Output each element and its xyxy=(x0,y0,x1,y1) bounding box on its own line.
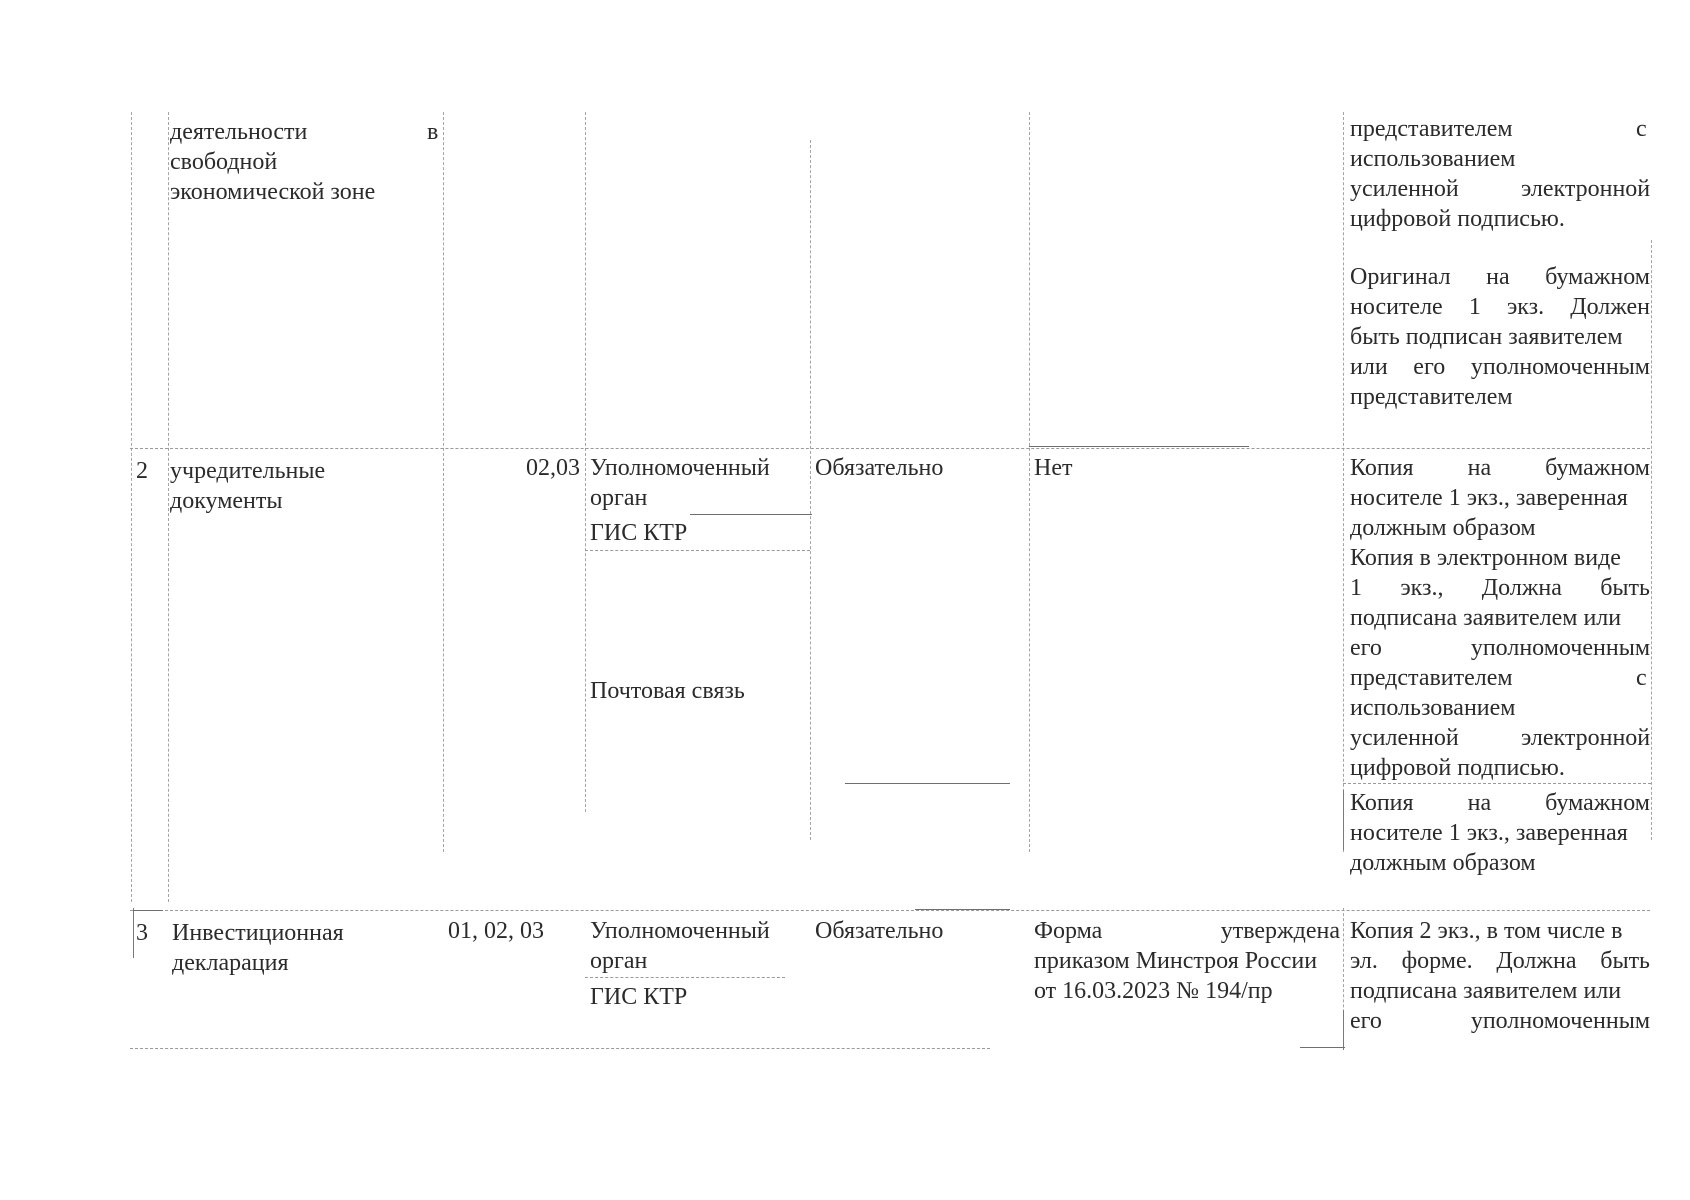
channel-line: Уполномоченный xyxy=(590,455,770,481)
req-line: носителе 1 экз., заверенная xyxy=(1350,485,1628,511)
req-line: 1 экз., Должна быть xyxy=(1350,575,1650,601)
req-line: использованием xyxy=(1350,146,1516,172)
doc-name-line: Инвестиционная xyxy=(172,920,344,946)
req-line: усиленной xyxy=(1350,725,1459,751)
req-line: Копия в электронном виде xyxy=(1350,545,1621,571)
req-line: представителем xyxy=(1350,665,1513,691)
form-text: Нет xyxy=(1034,455,1073,481)
req-line-end: электронной xyxy=(1521,725,1651,751)
grid-hline xyxy=(585,977,785,978)
doc-name-line: декларация xyxy=(172,950,289,976)
grid-vline xyxy=(168,112,169,902)
channel-line: орган xyxy=(590,485,648,511)
doc-name-line: свободной xyxy=(170,149,278,175)
grid-hline xyxy=(133,910,163,911)
grid-hline xyxy=(585,550,810,551)
row-number: 2 xyxy=(136,458,148,484)
grid-vline xyxy=(1343,790,1344,850)
grid-vline xyxy=(1343,112,1344,852)
req-line: эл. форме. Должна быть xyxy=(1350,948,1650,974)
req-line: усиленной xyxy=(1350,176,1459,202)
channel-post: Почтовая связь xyxy=(590,678,745,704)
channel-gis: ГИС КТР xyxy=(590,984,688,1010)
req-line: Копия на бумажном xyxy=(1350,790,1650,816)
grid-hline xyxy=(130,1048,990,1049)
req-line: цифровой подписью. xyxy=(1350,755,1565,781)
req-line-end: с xyxy=(1636,116,1647,142)
row-number: 3 xyxy=(136,920,148,946)
grid-hline xyxy=(690,514,812,515)
req-line-end: с xyxy=(1636,665,1647,691)
req-line: носителе 1 экз. Должен xyxy=(1350,294,1650,320)
req-line: использованием xyxy=(1350,695,1516,721)
req-line-end: электронной xyxy=(1521,176,1651,202)
doc-name-line: документы xyxy=(170,488,283,514)
req-line: Копия на бумажном xyxy=(1350,455,1650,481)
grid-hline xyxy=(1029,446,1249,447)
obligation: Обязательно xyxy=(815,918,944,944)
grid-vline xyxy=(131,112,132,902)
grid-vline xyxy=(810,140,811,840)
req-line: цифровой подписью. xyxy=(1350,206,1565,232)
form-line: Форма утверждена xyxy=(1034,918,1340,944)
req-line: быть подписан заявителем xyxy=(1350,324,1623,350)
grid-hline xyxy=(1343,783,1651,784)
doc-name-word: в xyxy=(427,119,439,145)
req-line: носителе 1 экз., заверенная xyxy=(1350,820,1628,846)
grid-hline xyxy=(1300,1047,1345,1048)
grid-vline xyxy=(133,908,134,958)
grid-hline xyxy=(130,448,1650,449)
grid-hline xyxy=(130,910,1650,911)
form-line: от 16.03.2023 № 194/пр xyxy=(1034,978,1273,1004)
req-line: его уполномоченным xyxy=(1350,635,1650,661)
req-line: должным образом xyxy=(1350,515,1536,541)
req-line: представителем xyxy=(1350,384,1513,410)
codes: 02,03 xyxy=(526,455,580,481)
codes: 01, 02, 03 xyxy=(448,918,544,944)
req-line: должным образом xyxy=(1350,850,1536,876)
grid-vline xyxy=(1029,112,1030,852)
grid-hline xyxy=(915,909,1010,910)
channel-line: Уполномоченный xyxy=(590,918,770,944)
form-line: приказом Минстроя России xyxy=(1034,948,1318,974)
doc-name-line: деятельности xyxy=(170,119,308,145)
req-line: или его уполномоченным xyxy=(1350,354,1650,380)
grid-hline xyxy=(845,783,1010,784)
req-line: подписана заявителем или xyxy=(1350,605,1622,631)
channel-gis: ГИС КТР xyxy=(590,520,688,546)
grid-vline xyxy=(1651,240,1652,840)
req-line: подписана заявителем или xyxy=(1350,978,1622,1004)
grid-vline xyxy=(443,112,444,852)
req-line: его уполномоченным xyxy=(1350,1008,1650,1034)
channel-line: орган xyxy=(590,948,648,974)
req-line: представителем xyxy=(1350,116,1513,142)
grid-vline xyxy=(585,112,586,812)
grid-vline xyxy=(1343,1010,1344,1050)
doc-name-line: учредительные xyxy=(170,458,326,484)
obligation: Обязательно xyxy=(815,455,944,481)
doc-name-line: экономической зоне xyxy=(170,179,376,205)
req-line: Копия 2 экз., в том числе в xyxy=(1350,918,1623,944)
req-line: Оригинал на бумажном xyxy=(1350,264,1650,290)
